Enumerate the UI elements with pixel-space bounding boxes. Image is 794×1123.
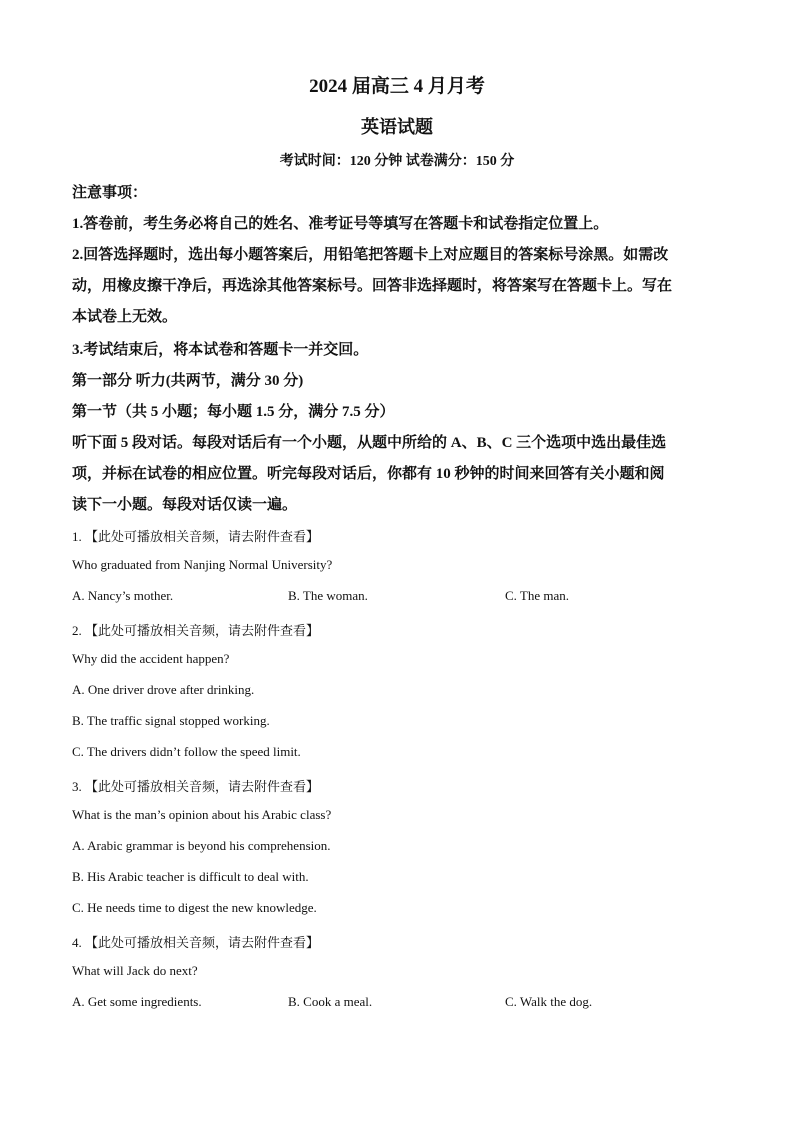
question-4-option-a[interactable]: A. Get some ingredients. bbox=[72, 994, 202, 1009]
question-4-option-b[interactable]: B. Cook a meal. bbox=[288, 994, 373, 1009]
question-1-option-c[interactable]: C. The man. bbox=[505, 588, 570, 603]
question-4-text: What will Jack do next? bbox=[72, 963, 198, 978]
notice-item-2-line-1: 2.回答选择题时，选出每小题答案后，用铅笔把答题卡上对应题目的答案标号涂黑。如需改 bbox=[72, 247, 669, 263]
question-1-option-b[interactable]: B. The woman. bbox=[288, 588, 368, 603]
question-1-audio-label: 1. 【此处可播放相关音频，请去附件查看】 bbox=[72, 529, 320, 544]
question-1-text: Who graduated from Nanjing Normal University? bbox=[72, 557, 333, 572]
question-2-option-c[interactable]: C. The drivers didn’t follow the speed limit. bbox=[72, 744, 301, 759]
notice-item-2-line-3: 本试卷上无效。 bbox=[72, 309, 178, 325]
exam-info: 考试时间：120 分钟 试卷满分：150 分 bbox=[279, 154, 515, 169]
section-heading: 第一节（共 5 小题；每小题 1.5 分，满分 7.5 分） bbox=[72, 404, 395, 420]
instruction-line-1: 听下面 5 段对话。每段对话后有一个小题，从题中所给的 A、B、C 三个选项中选出最佳选 bbox=[72, 435, 667, 451]
notice-item-2-line-2: 动，用橡皮擦干净后，再选涂其他答案标号。回答非选择题时，将答案写在答题卡上。写在 bbox=[72, 278, 673, 294]
subject-title: 英语试题 bbox=[361, 117, 433, 137]
question-2-text: Why did the accident happen? bbox=[72, 651, 230, 666]
question-3-text: What is the man’s opinion about his Arabic class? bbox=[72, 807, 332, 822]
question-4-option-c[interactable]: C. Walk the dog. bbox=[505, 994, 593, 1009]
exam-title: 2024 届高三 4 月月考 bbox=[309, 76, 485, 97]
question-1-option-a[interactable]: A. Nancy’s mother. bbox=[72, 588, 174, 603]
part-heading: 第一部分 听力(共两节，满分 30 分) bbox=[72, 373, 304, 389]
notice-item-3: 3.考试结束后，将本试卷和答题卡一并交回。 bbox=[72, 342, 369, 358]
instruction-line-2: 项，并标在试卷的相应位置。听完每段对话后，你都有 10 秒钟的时间来回答有关小题和阅 bbox=[72, 466, 665, 482]
notice-heading: 注意事项： bbox=[72, 185, 148, 201]
question-3-option-c[interactable]: C. He needs time to digest the new knowledge. bbox=[72, 900, 317, 915]
question-4-audio-label: 4. 【此处可播放相关音频，请去附件查看】 bbox=[72, 935, 320, 950]
question-2-option-b[interactable]: B. The traffic signal stopped working. bbox=[72, 713, 270, 728]
notice-item-1: 1.答卷前，考生务必将自己的姓名、准考证号等填写在答题卡和试卷指定位置上。 bbox=[72, 216, 609, 232]
question-3-option-a[interactable]: A. Arabic grammar is beyond his comprehension. bbox=[72, 838, 331, 853]
question-3-audio-label: 3. 【此处可播放相关音频，请去附件查看】 bbox=[72, 779, 320, 794]
question-2-audio-label: 2. 【此处可播放相关音频，请去附件查看】 bbox=[72, 623, 320, 638]
instruction-line-3: 读下一小题。每段对话仅读一遍。 bbox=[72, 497, 298, 513]
question-2-option-a[interactable]: A. One driver drove after drinking. bbox=[72, 682, 255, 697]
question-3-option-b[interactable]: B. His Arabic teacher is difficult to deal with. bbox=[72, 869, 309, 884]
